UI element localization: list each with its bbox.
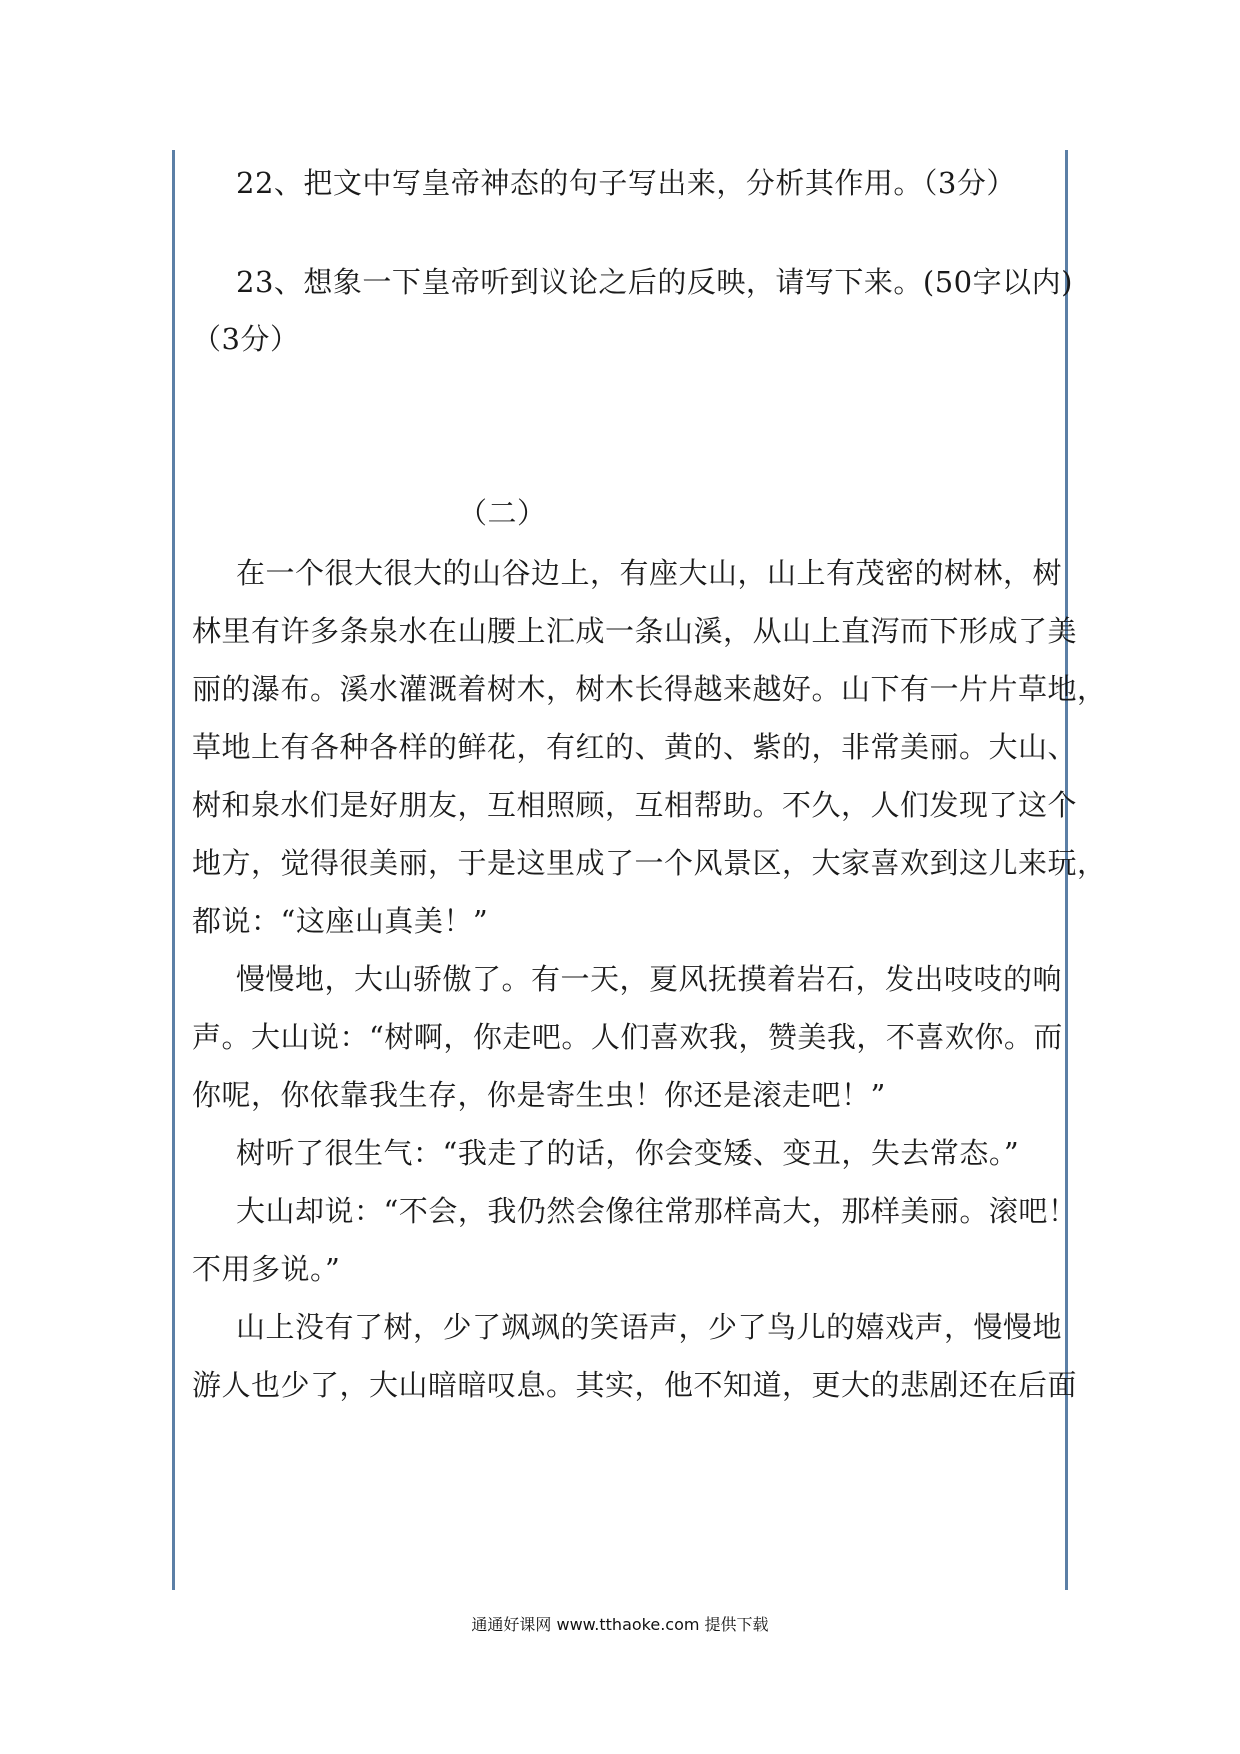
story-line: 游人也少了，大山暗暗叹息。其实，他不知道，更大的悲剧还在后面	[192, 1368, 1078, 1402]
story-line: 树听了很生气：“我走了的话，你会变矮、变丑，失去常态。”	[236, 1136, 1020, 1170]
story-line: 草地上有各种各样的鲜花，有红的、黄的、紫的，非常美丽。大山、	[192, 730, 1078, 764]
story-line: 地方，觉得很美丽，于是这里成了一个风景区，大家喜欢到这儿来玩，	[192, 846, 1107, 880]
story-line: 大山却说：“不会，我仍然会像往常那样高大，那样美丽。滚吧！	[236, 1194, 1078, 1228]
story-line: 树和泉水们是好朋友，互相照顾，互相帮助。不久，人们发现了这个	[192, 788, 1078, 822]
story-line: 都说：“这座山真美！”	[192, 904, 489, 938]
question-23-score: （3分）	[192, 322, 300, 356]
story-line: 林里有许多条泉水在山腰上汇成一条山溪，从山上直泻而下形成了美	[192, 614, 1078, 648]
question-23: 23、想象一下皇帝听到议论之后的反映，请写下来。(50字以内)	[236, 265, 1073, 299]
story-line: 山上没有了树，少了飒飒的笑语声，少了鸟儿的嬉戏声，慢慢地	[236, 1310, 1063, 1344]
section-title: （二）	[458, 496, 547, 530]
story-line: 不用多说。”	[192, 1252, 341, 1286]
story-line: 你呢，你依靠我生存，你是寄生虫！你还是滚走吧！”	[192, 1078, 886, 1112]
story-line: 声。大山说：“树啊，你走吧。人们喜欢我，赞美我，不喜欢你。而	[192, 1020, 1063, 1054]
page-footer: 通通好课网 www.tthaoke.com 提供下载	[471, 1615, 769, 1634]
question-22: 22、把文中写皇帝神态的句子写出来，分析其作用。（3分）	[236, 166, 1016, 200]
story-line: 在一个很大很大的山谷边上，有座大山，山上有茂密的树林，树	[236, 556, 1063, 590]
story-line: 慢慢地，大山骄傲了。有一天，夏风抚摸着岩石，发出吱吱的响	[236, 962, 1063, 996]
story-line: 丽的瀑布。溪水灌溉着树木，树木长得越来越好。山下有一片片草地，	[192, 672, 1107, 706]
